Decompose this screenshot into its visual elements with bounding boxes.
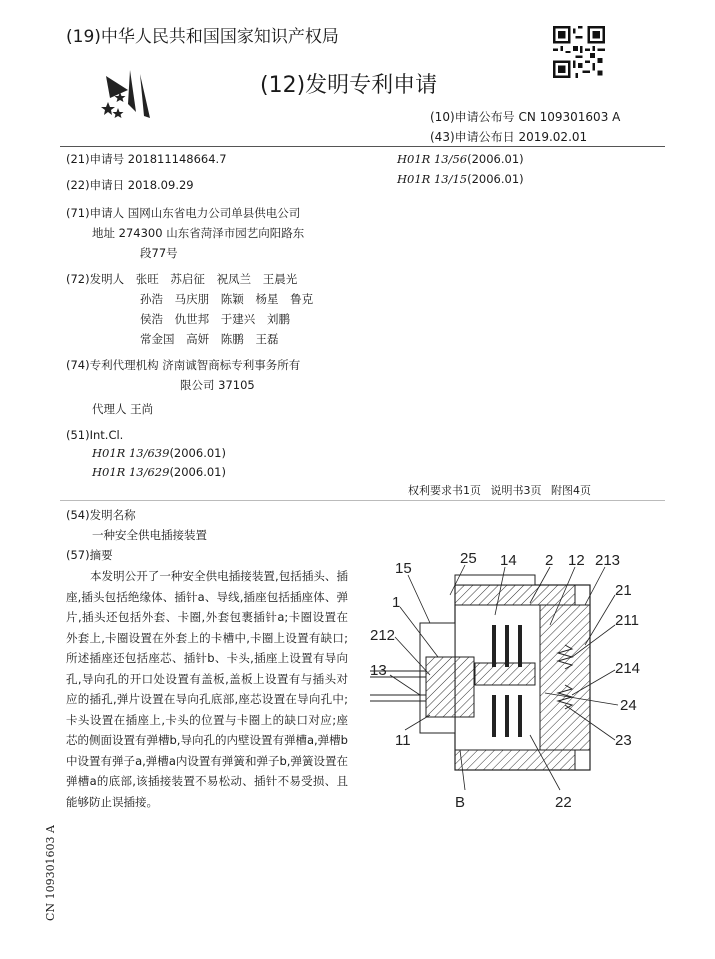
issuing-authority: (19)中华人民共和国国家知识产权局: [66, 27, 339, 47]
pin: [505, 625, 509, 667]
abstract-label: (57)摘要: [66, 548, 113, 562]
class-code: H01R 13/15: [397, 172, 468, 186]
inventors-line: 常金国 高妍 陈鹏 王磊: [140, 332, 279, 346]
class-code: H01R 13/56: [397, 152, 468, 166]
label-B: B: [455, 794, 466, 811]
inventors-line: (72)发明人 张旺 苏启征 祝凤兰 王晨光: [66, 272, 298, 286]
patent-agency: 限公司 37105: [180, 378, 255, 392]
pin: [492, 695, 496, 737]
publication-date: (43)申请公布日 2019.02.01: [430, 130, 588, 144]
label-214: 214: [615, 660, 641, 677]
address-line: 段77号: [140, 246, 178, 260]
label-213: 213: [595, 552, 621, 569]
patent-agent: 代理人 王尚: [92, 402, 154, 416]
class-code: H01R 13/639: [92, 446, 170, 460]
label-2: 2: [545, 552, 554, 569]
pin: [492, 625, 496, 667]
label-23: 23: [615, 732, 632, 749]
title-label: (54)发明名称: [66, 508, 136, 522]
document-type: (12)发明专利申请: [260, 73, 438, 98]
section-divider: [60, 500, 665, 501]
qr-code-icon: [553, 26, 605, 78]
pin: [518, 625, 522, 667]
class-version: (2006.01): [467, 152, 524, 166]
label-211: 211: [615, 612, 639, 629]
label-15: 15: [395, 560, 412, 577]
application-number: (21)申请号 201811148664.7: [66, 152, 227, 166]
invention-title: 一种安全供电插接装置: [92, 528, 207, 542]
address-line: 地址 274300 山东省菏泽市园艺向阳路东: [92, 226, 305, 240]
applicant: (71)申请人 国网山东省电力公司单县供电公司: [66, 206, 301, 220]
label-12: 12: [568, 552, 585, 569]
label-212: 212: [370, 627, 396, 644]
abstract-text: 本发明公开了一种安全供电插接装置,包括插头、插座,插头包括绝缘体、插针a、导线,插座包括插座体、弹片,插头还包括外套、卡圈,外套包裹插针a;卡圈设置在外套上,卡圈设置在外套上的卡槽中,卡圈上设置有缺口;所述插座还包括座芯、插针b、卡头,插座上设置有导向孔,导向孔的开口处设置有盖板,盖板上设置有与插头对应的插孔,弹片设置在导向孔底部,座芯设置在导向孔中;卡头设置在插座上,卡头的位置与卡圈上的缺口对应;座芯的侧面设置有弹槽b,导向孔的内壁设置有弹槽a,弹槽b中设置有弹子a,弹槽a内设置有弹簧和弹子b,弹簧设置在弹槽a的底部,该插接装置不易松动、插针不易受损、且能够防止误插接。: [66, 569, 348, 809]
application-date: (22)申请日 2018.09.29: [66, 178, 194, 192]
socket-body-top: [455, 585, 575, 605]
label-1: 1: [392, 594, 401, 611]
int-cl-entry: [92, 445, 226, 461]
publication-number: (10)申请公布号 CN 109301603 A: [430, 110, 621, 124]
int-cl-entry: [397, 171, 524, 187]
socket-body-bottom: [455, 750, 575, 770]
pin: [518, 695, 522, 737]
pin: [505, 695, 509, 737]
socket-body-right: [540, 605, 590, 750]
class-version: (2006.01): [169, 446, 226, 460]
side-document-code: CN 109301603 A: [44, 825, 57, 921]
inventors-line: 孙浩 马庆朋 陈颖 杨星 鲁克: [140, 292, 314, 306]
label-25: 25: [460, 550, 477, 567]
label-24: 24: [620, 697, 637, 714]
class-version: (2006.01): [467, 172, 524, 186]
patent-agency: (74)专利代理机构 济南诚智商标专利事务所有: [66, 358, 301, 372]
label-11: 11: [395, 732, 411, 749]
label-22: 22: [555, 794, 572, 811]
int-cl-label: (51)Int.Cl.: [66, 428, 124, 442]
class-version: (2006.01): [169, 465, 226, 479]
label-21: 21: [615, 582, 632, 599]
cover-plate: [455, 575, 535, 585]
connector-cross-section-drawing: [360, 545, 680, 820]
inventors-line: 侯浩 仇世邦 于建兴 刘鹏: [140, 312, 290, 326]
page-count: 权利要求书1页 说明书3页 附图4页: [408, 484, 591, 497]
cnipa-logo-icon: [100, 68, 162, 120]
label-14: 14: [500, 552, 517, 569]
label-13: 13: [370, 662, 387, 679]
class-code: H01R 13/629: [92, 465, 170, 479]
header-divider: [60, 146, 665, 147]
int-cl-entry: [92, 464, 226, 480]
int-cl-entry: [397, 151, 524, 167]
plug-insulator: [426, 657, 474, 717]
